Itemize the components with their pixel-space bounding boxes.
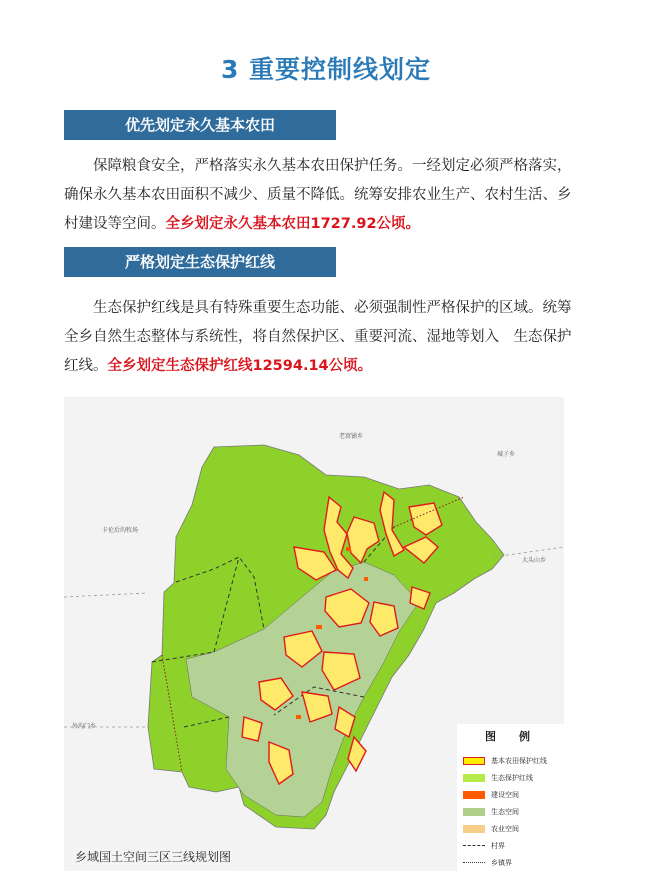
legend-item-agriculture-space xyxy=(463,820,558,837)
legend-swatch xyxy=(463,791,485,799)
map-caption: 乡域国土空间三区三线规划图 xyxy=(72,848,234,865)
legend-title: 图 例 xyxy=(485,730,536,743)
legend-swatch xyxy=(463,808,485,816)
farmland-highlight: 全乡划定永久基本农田1727.92公顷。 xyxy=(165,216,421,232)
section-heading-farmland: 优先划定永久基本农田 xyxy=(64,110,336,140)
legend-item-ecology-redline xyxy=(463,769,558,786)
town-label-chengzi: 城子乡 xyxy=(497,451,516,458)
map-legend xyxy=(457,724,564,871)
legend-label: 生态保护红线 xyxy=(491,773,533,782)
planning-map xyxy=(64,397,564,871)
legend-item-township-boundary xyxy=(463,854,558,871)
legend-item-construction xyxy=(463,786,558,803)
ecology-paragraph xyxy=(64,294,584,381)
legend-item-village-boundary xyxy=(463,837,558,854)
legend-swatch xyxy=(463,757,485,765)
town-label-kalun: 卡伦后沟牧场 xyxy=(102,527,139,534)
legend-label: 村界 xyxy=(491,841,505,850)
legend-line xyxy=(463,862,485,863)
legend-label: 乡镇界 xyxy=(491,858,512,867)
ecology-text: 生态保护红线是具有特殊重要生态功能、必须强制性严格保护的区域。统筹全乡自然生态整体与系统性，将自然保护区、重要河流、湿地等划入 生态保护红线。 xyxy=(64,300,572,374)
farmland-text: 保障粮食安全，严格落实永久基本农田保护任务。一经划定必须严格落实，确保永久基本农田面积不减少、质量不降低。统筹安排农业生产、农村生活、乡村建设等空间。 xyxy=(64,158,572,232)
legend-item-ecology-space xyxy=(463,803,558,820)
legend-swatch xyxy=(463,774,485,782)
town-label-laowopu: 老窝铺乡 xyxy=(339,433,364,440)
legend-swatch xyxy=(463,825,485,833)
town-label-datoushan: 大头山乡 xyxy=(522,557,547,564)
ecology-highlight: 全乡划定生态保护红线12594.14公顷。 xyxy=(107,358,373,374)
legend-label: 农业空间 xyxy=(491,824,519,833)
farmland-paragraph xyxy=(64,152,584,239)
legend-label: 建设空间 xyxy=(491,790,519,799)
section-heading-ecology: 严格划定生态保护红线 xyxy=(64,247,336,277)
legend-label: 生态空间 xyxy=(491,807,519,816)
legend-line xyxy=(463,845,485,846)
town-label-waigoumen: 外沟门乡 xyxy=(72,723,97,730)
page-title: 3 重要控制线划定 xyxy=(220,55,432,84)
legend-item-farmland-redline xyxy=(463,752,558,769)
legend-label: 基本农田保护红线 xyxy=(491,756,547,765)
